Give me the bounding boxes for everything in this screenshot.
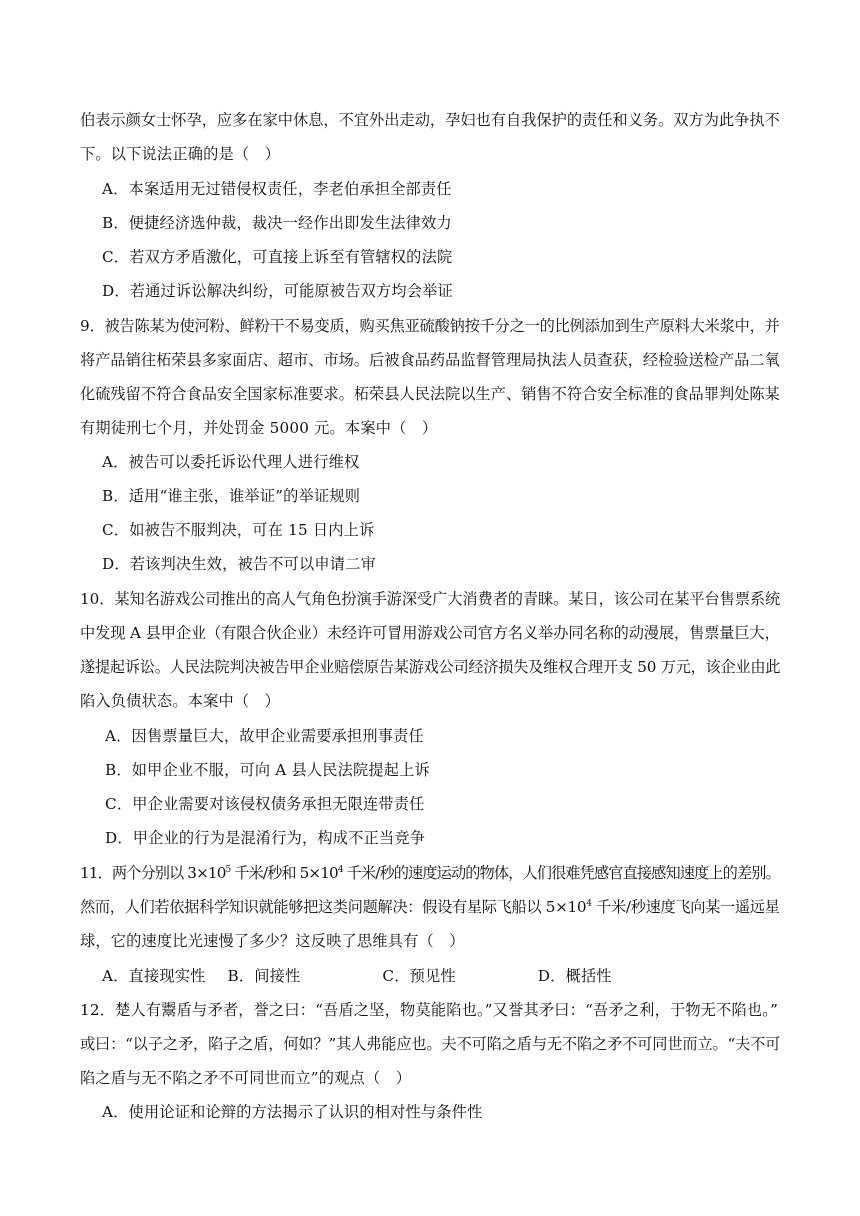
question-11-stem-line xyxy=(80,897,779,917)
question-8-option-c: C．若双方矛盾激化，可直接上诉至有管辖权的法院 xyxy=(102,248,453,266)
question-10-option-a: A．因售票量巨大，故甲企业需要承担刑事责任 xyxy=(105,727,424,745)
question-10-option-d: D．甲企业的行为是混淆行为，构成不正当竞争 xyxy=(105,829,426,847)
question-12-stem-line: 陷之盾与无不陷之矛不可同世而立”的观点（ ） xyxy=(80,1069,412,1087)
question-10-option-b: B．如甲企业不服，可向 A 县人民法院提起上诉 xyxy=(105,761,430,779)
question-10-stem-line: 10．某知名游戏公司推出的高人气角色扮演手游深受广大消费者的青睐。某日，该公司在某平台售票系统 xyxy=(80,590,781,608)
question-10-stem-line: 遂提起诉讼。人民法院判决被告甲企业赔偿原告某游戏公司经济损失及维权合理开支 50 万元，该企业由此 xyxy=(80,658,781,676)
question-9-option-a: A．被告可以委托诉讼代理人进行维权 xyxy=(102,453,360,471)
exponent: 4 xyxy=(337,865,343,875)
question-9-option-b: B．适用“谁主张，谁举证”的举证规则 xyxy=(102,487,361,505)
exponent: 5 xyxy=(225,865,231,875)
option-d: D．概括性 xyxy=(537,967,612,985)
question-9-stem-line: 将产品销往柘荣县多家面店、超市、市场。后被食品药品监督管理局执法人员查获，经检验送检产品二氧 xyxy=(80,351,780,369)
question-12-stem-line: 或曰：“以子之矛，陷子之盾，何如？”其人弗能应也。夫不可陷之盾与无不陷之矛不可同世而立。“夫不可 xyxy=(80,1035,781,1053)
option-c: C．预见性 xyxy=(382,967,456,985)
question-8-option-a: A．本案适用无过错侵权责任，李老伯承担全部责任 xyxy=(102,180,452,198)
text-span: 千米/秒和 5×10 xyxy=(230,864,338,882)
question-10-stem-line: 陷入负债状态。本案中（ ） xyxy=(80,692,281,710)
question-12-option-a: A．使用论证和论辩的方法揭示了认识的相对性与条件性 xyxy=(102,1103,483,1121)
question-9-stem-line: 化硫残留不符合食品安全国家标准要求。柘荣县人民法院以生产、销售不符合安全标准的食品罪判处陈某 xyxy=(80,385,780,403)
question-9-option-d: D．若该判决生效，被告不可以申请二审 xyxy=(102,555,376,573)
question-10-option-c: C．甲企业需要对该侵权债务承担无限连带责任 xyxy=(105,795,425,813)
question-10-stem-line: 中发现 A 县甲企业（有限合伙企业）未经许可冒用游戏公司官方名义举办同名称的动漫展，售票量巨大， xyxy=(80,624,780,642)
option-b: B．间接性 xyxy=(227,967,301,985)
text-span: 千米/秒速度飞向某一遥远星 xyxy=(591,898,780,916)
question-11-stem-line: 球，它的速度比光速慢了多少？这反映了思维具有（ ） xyxy=(80,932,465,950)
text-span: 千米/秒的速度运动的物体，人们很难凭感官直接感知速度上的差别。 xyxy=(342,864,780,882)
option-a: A．直接现实性 xyxy=(102,967,206,985)
question-8-option-b: B．便捷经济选仲裁，裁决一经作出即发生法律效力 xyxy=(102,214,452,232)
question-11-stem-line xyxy=(80,863,780,883)
question-9-stem-line: 9．被告陈某为使河粉、鲜粉干不易变质，购买焦亚硫酸钠按千分之一的比例添加到生产原料大米浆中，并 xyxy=(80,317,780,335)
question-11-options xyxy=(102,966,612,986)
text-span: 11．两个分别以 3×10 xyxy=(80,864,226,882)
question-9-option-c: C．如被告不服判决，可在 15 日内上诉 xyxy=(102,521,375,539)
question-8-stem-line: 下。以下说法正确的是（ ） xyxy=(80,145,281,163)
text-span: 然而，人们若依据科学知识就能够把这类问题解决：假设有星际飞船以 5×10 xyxy=(80,898,587,916)
question-9-stem-line: 有期徒刑七个月，并处罚金 5000 元。本案中（ ） xyxy=(80,419,438,437)
question-8-stem-line: 伯表示颜女士怀孕，应多在家中休息，不宜外出走动，孕妇也有自我保护的责任和义务。双方为此争执不 xyxy=(80,111,780,129)
exponent: 4 xyxy=(586,899,592,909)
question-8-option-d: D．若通过诉讼解决纠纷，可能原被告双方均会举证 xyxy=(102,282,453,300)
question-12-stem-line: 12．楚人有鬻盾与矛者，誉之曰：“吾盾之坚，物莫能陷也。”又誉其矛曰：“吾矛之利，于物无不陷也。” xyxy=(80,1001,779,1019)
